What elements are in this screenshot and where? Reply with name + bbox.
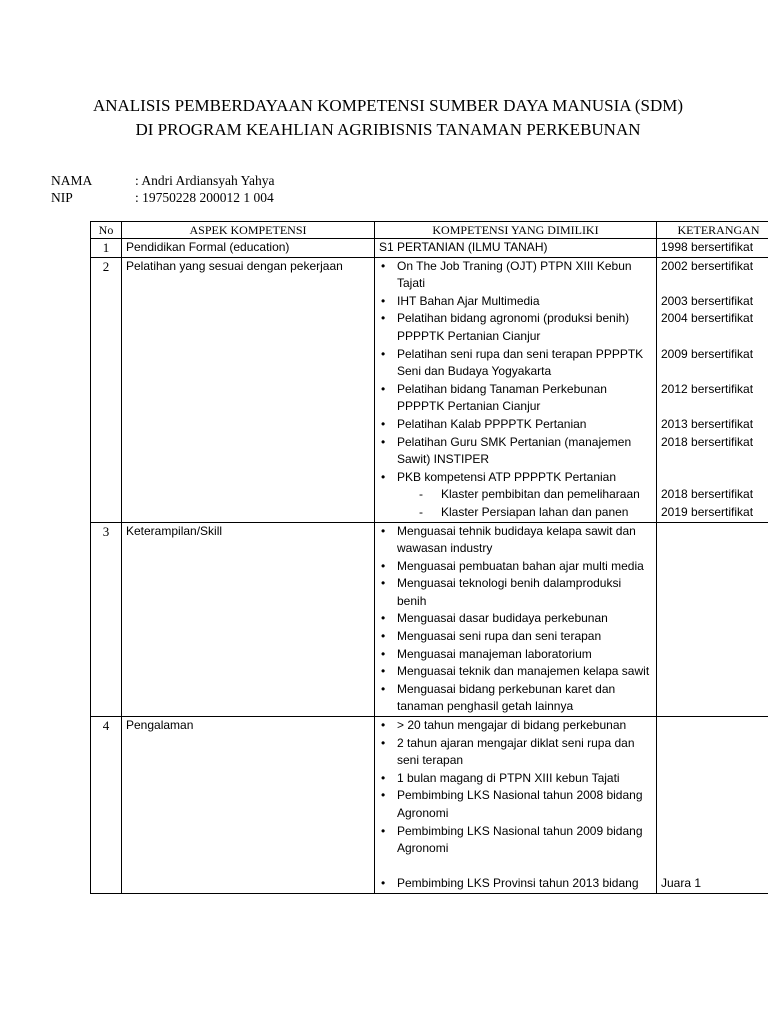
document-title-line-2: DI PROGRAM KEAHLIAN AGRIBISNIS TANAMAN PERKEBUNAN: [135, 120, 641, 139]
list-item: • On The Job Traning (OJT) PTPN XIII Kebun Tajati: [379, 258, 652, 293]
aspek-cell: Pelatihan yang sesuai dengan pekerjaan: [122, 257, 375, 522]
header-keterangan: KETERANGAN: [657, 222, 768, 239]
list-item: • Pelatihan Guru SMK Pertanian (manajemen Sawit) INSTIPER: [379, 434, 652, 469]
row-number: 2: [91, 257, 122, 522]
kompetensi-cell: S1 PERTANIAN (ILMU TANAH): [375, 239, 657, 258]
list-item: • > 20 tahun mengajar di bidang perkebunan: [379, 717, 652, 735]
kompetensi-list: [379, 717, 652, 893]
table-row: [91, 239, 768, 258]
kompetensi-list: [379, 523, 652, 717]
header-aspek: ASPEK KOMPETENSI: [122, 222, 375, 239]
list-item: • Menguasai tehnik budidaya kelapa sawit dan wawasan industry: [379, 523, 652, 558]
table-row: [91, 257, 768, 522]
keterangan-item: 2018 bersertifikat: [661, 434, 754, 449]
document-title-line-1: ANALISIS PEMBERDAYAAN KOMPETENSI SUMBER DAYA MANUSIA (SDM): [92, 96, 684, 115]
keterangan-cell: [657, 717, 768, 894]
table-header-row: [91, 222, 768, 239]
sub-list-item: - Klaster Persiapan lahan dan panen: [397, 504, 652, 522]
row-number: 3: [91, 522, 122, 717]
list-item: • Menguasai seni rupa dan seni terapan: [379, 628, 652, 646]
list-item: • Pelatihan bidang Tanaman Perkebunan PPPPTK Pertanian Cianjur: [379, 381, 652, 416]
keterangan-item: Juara 1: [661, 876, 702, 891]
keterangan-cell: [657, 522, 768, 717]
sub-list-item: - Klaster pembibitan dan pemeliharaan: [397, 486, 652, 504]
nama-value: : Andri Ardiansyah Yahya: [135, 173, 275, 188]
kompetensi-cell: [375, 717, 657, 894]
keterangan-item: 2009 bersertifikat: [661, 346, 754, 361]
list-item: • Pembimbing LKS Provinsi tahun 2013 bidang: [379, 875, 652, 893]
kompetensi-list: [379, 258, 652, 522]
nip-label: NIP: [51, 190, 73, 205]
keterangan-item: 2012 bersertifikat: [661, 381, 754, 396]
sub-list: [397, 486, 652, 521]
list-item: • Pelatihan Kalab PPPPTK Pertanian: [379, 416, 652, 434]
list-item: • Menguasai pembuatan bahan ajar multi media: [379, 558, 652, 576]
row-number: 1: [91, 239, 122, 258]
list-item: • IHT Bahan Ajar Multimedia: [379, 293, 652, 311]
list-item: • Pelatihan bidang agronomi (produksi benih) PPPPTK Pertanian Cianjur: [379, 310, 652, 345]
kompetensi-cell: [375, 257, 657, 522]
header-kompetensi: KOMPETENSI YANG DIMILIKI: [375, 222, 657, 239]
list-item: [379, 469, 652, 522]
aspek-cell: Pengalaman: [122, 717, 375, 894]
nama-label: NAMA: [51, 173, 93, 188]
list-item-text: PKB kompetensi ATP PPPPTK Pertanian: [397, 469, 616, 484]
list-item: • Pelatihan seni rupa dan seni terapan PPPPTK Seni dan Budaya Yogyakarta: [379, 346, 652, 381]
list-item: • Menguasai manajeman laboratorium: [379, 646, 652, 664]
aspek-cell: Pendidikan Formal (education): [122, 239, 375, 258]
table-row: [91, 717, 768, 894]
list-item: • Pembimbing LKS Nasional tahun 2009 bidang Agronomi: [379, 823, 652, 858]
keterangan-item: 2018 bersertifikat: [661, 487, 754, 502]
table-row: [91, 522, 768, 717]
list-item: • 1 bulan magang di PTPN XIII kebun Tajati: [379, 770, 652, 788]
keterangan-item: 2002 bersertifikat: [661, 258, 754, 273]
competency-table: [90, 221, 768, 894]
list-item: • Menguasai teknik dan manajemen kelapa sawit: [379, 663, 652, 681]
keterangan-cell: 1998 bersertifikat: [657, 239, 768, 258]
list-item: • Menguasai teknologi benih dalamproduksi benih: [379, 575, 652, 610]
aspek-cell: Keterampilan/Skill: [122, 522, 375, 717]
row-number: 4: [91, 717, 122, 894]
kompetensi-cell: [375, 522, 657, 717]
keterangan-item: 2013 bersertifikat: [661, 416, 754, 431]
list-item: • Menguasai bidang perkebunan karet dan tanaman penghasil getah lainnya: [379, 681, 652, 716]
list-item: • Pembimbing LKS Nasional tahun 2008 bidang Agronomi: [379, 787, 652, 822]
header-no: No: [91, 222, 122, 239]
keterangan-item: 2019 bersertifikat: [661, 504, 754, 519]
list-item: • Menguasai dasar budidaya perkebunan: [379, 610, 652, 628]
keterangan-cell: [657, 257, 768, 522]
keterangan-item: 2003 bersertifikat: [661, 293, 754, 308]
list-item: • 2 tahun ajaran mengajar diklat seni rupa dan seni terapan: [379, 735, 652, 770]
keterangan-item: 2004 bersertifikat: [661, 311, 754, 326]
nip-value: : 19750228 200012 1 004: [135, 190, 274, 205]
